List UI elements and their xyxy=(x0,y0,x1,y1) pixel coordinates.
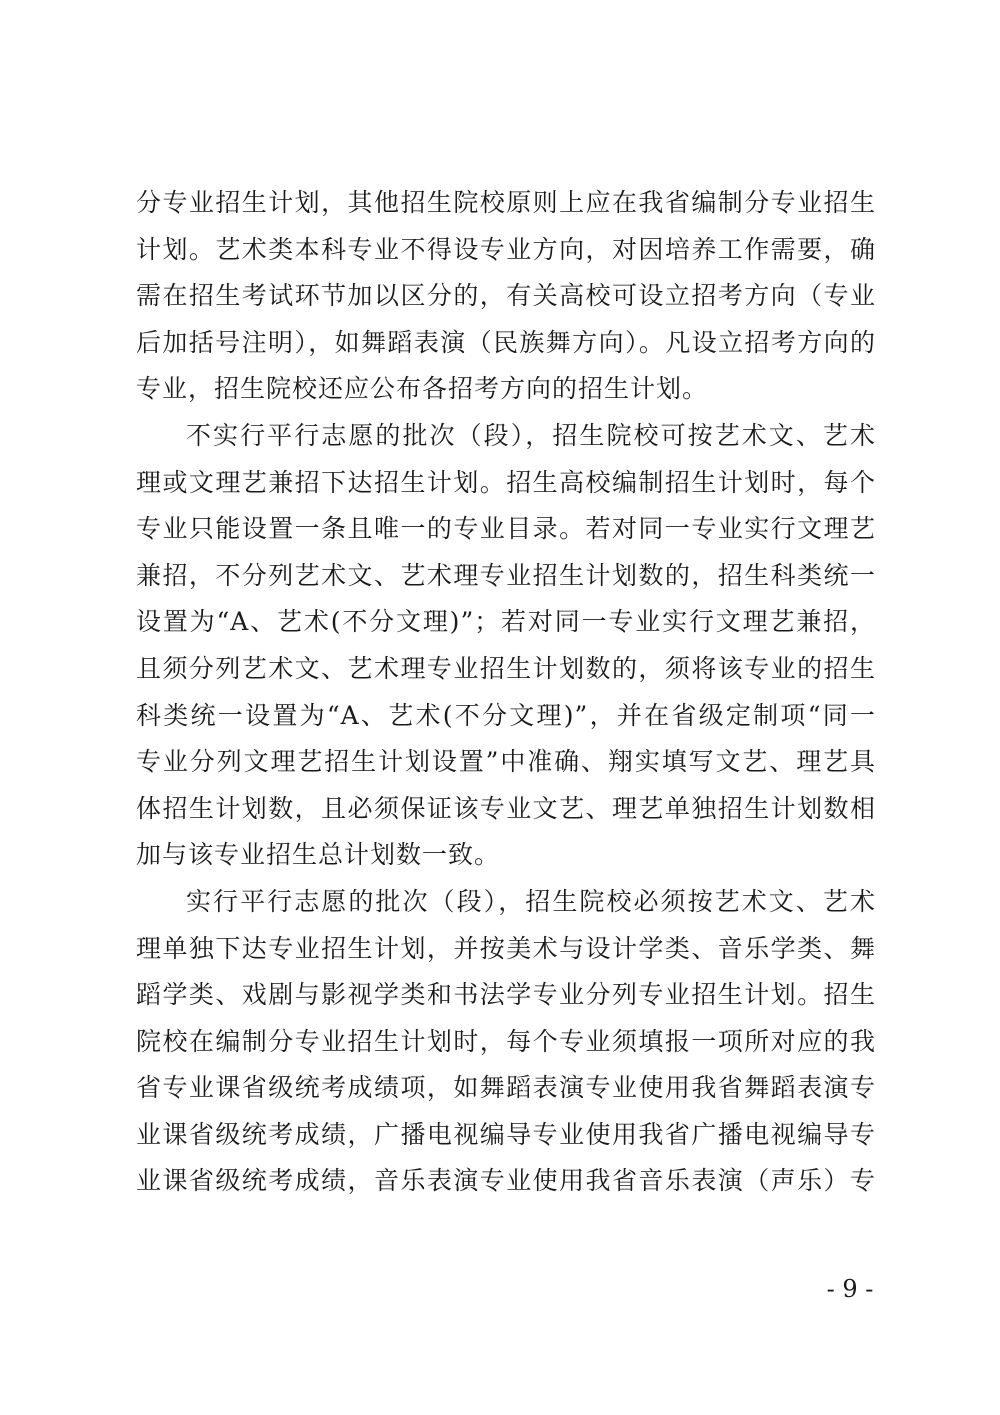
text-line: 需在招生考试环节加以区分的，有关高校可设立招考方向（专业 xyxy=(136,281,876,311)
text-line: 理单独下达专业招生计划，并按美术与设计学类、音乐学类、舞 xyxy=(136,933,876,963)
text-line: 不实行平行志愿的批次（段），招生院校可按艺术文、艺术 xyxy=(186,420,876,450)
page-number: - 9 - xyxy=(826,1275,874,1303)
paragraph-1 xyxy=(136,180,876,413)
paragraph-3 xyxy=(136,879,876,1205)
text-line: 实行平行志愿的批次（段），招生院校必须按艺术文、艺术 xyxy=(186,886,876,916)
text-line: 专业分列文理艺招生计划设置”中准确、翔实填写文艺、理艺具 xyxy=(136,747,876,777)
body-text xyxy=(136,180,876,1205)
text-line: 专业只能设置一条且唯一的专业目录。若对同一专业实行文理艺 xyxy=(136,514,876,544)
text-line: 计划。艺术类本科专业不得设专业方向，对因培养工作需要，确 xyxy=(136,234,876,264)
text-line: 设置为“A、艺术(不分文理)”；若对同一专业实行文理艺兼招， xyxy=(136,607,876,637)
text-line: 加与该专业招生总计划数一致。 xyxy=(136,840,501,870)
text-line: 后加括号注明），如舞蹈表演（民族舞方向）。凡设立招考方向的 xyxy=(136,327,876,357)
text-line: 省专业课省级统考成绩项，如舞蹈表演专业使用我省舞蹈表演专 xyxy=(136,1073,876,1103)
text-line: 理或文理艺兼招下达招生计划。招生高校编制招生计划时，每个 xyxy=(136,467,876,497)
text-line: 体招生计划数，且必须保证该专业文艺、理艺单独招生计划数相 xyxy=(136,793,876,823)
text-line: 科类统一设置为“A、艺术(不分文理)”，并在省级定制项“同一 xyxy=(136,700,876,730)
text-line: 兼招，不分列艺术文、艺术理专业招生计划数的，招生科类统一 xyxy=(136,560,876,590)
text-line: 院校在编制分专业招生计划时，每个专业须填报一项所对应的我 xyxy=(136,1026,876,1056)
text-line: 业课省级统考成绩，广播电视编导专业使用我省广播电视编导专 xyxy=(136,1119,876,1149)
text-line: 蹈学类、戏剧与影视学类和书法学专业分列专业招生计划。招生 xyxy=(136,980,876,1010)
paragraph-2 xyxy=(136,413,876,879)
text-line: 分专业招生计划，其他招生院校原则上应在我省编制分专业招生 xyxy=(136,188,876,217)
text-line: 业课省级统考成绩，音乐表演专业使用我省音乐表演（声乐）专 xyxy=(136,1166,876,1196)
text-line: 专业，招生院校还应公布各招考方向的招生计划。 xyxy=(136,374,709,404)
text-line: 且须分列艺术文、艺术理专业招生计划数的，须将该专业的招生 xyxy=(136,653,876,683)
